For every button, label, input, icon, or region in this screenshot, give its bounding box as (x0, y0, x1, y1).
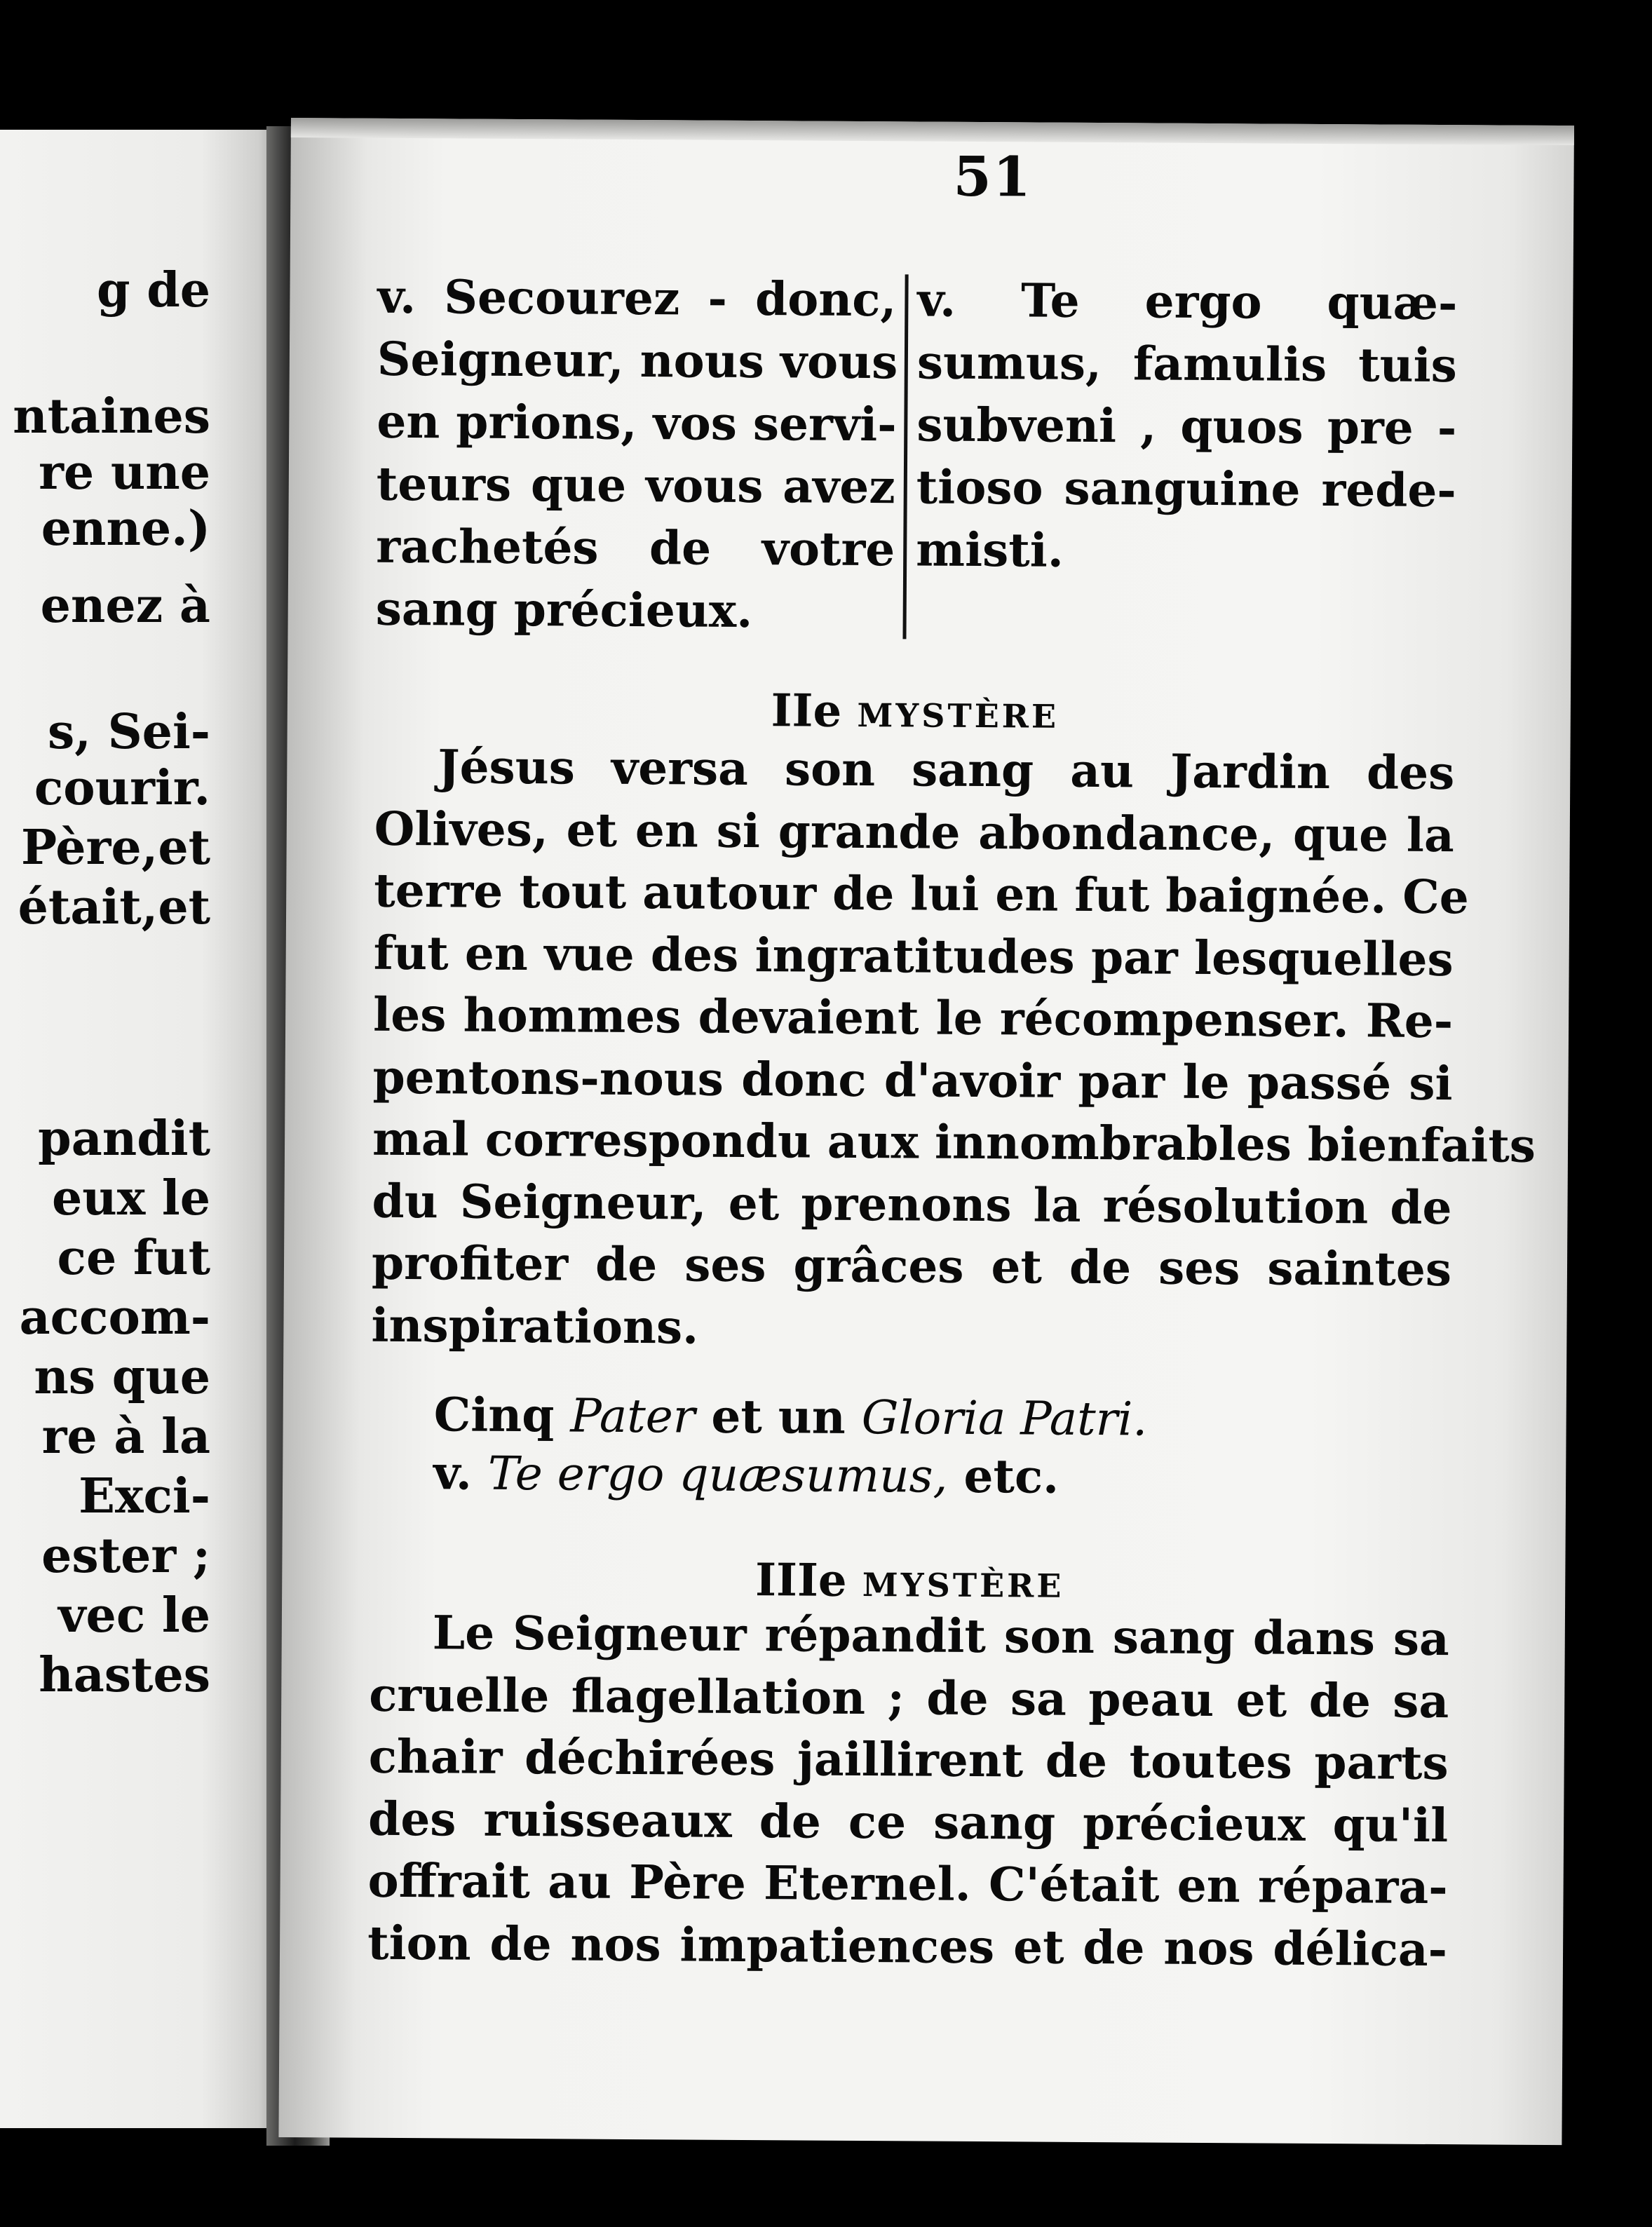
right-page (278, 118, 1574, 2145)
left-page-line: courir. (34, 760, 210, 816)
paragraph-line: Le Seigneur répandit son sang dans sa (432, 1605, 1450, 1667)
left-page-line: vec le (58, 1588, 210, 1644)
paragraph-line: les hommes devaient le récompenser. Re- (372, 987, 1454, 1049)
prayer-text: Cinq (433, 1387, 555, 1443)
left-page-line: ns que (34, 1349, 210, 1405)
prayer-text: et un (711, 1388, 846, 1444)
paragraph-line: pentons-nous donc d'avoir par le passé si (372, 1049, 1453, 1111)
versicle-french-line: teurs que vous avez (376, 456, 896, 515)
page-top-edge (291, 118, 1574, 145)
left-page-line: eux le (51, 1170, 210, 1226)
versicle-latin-line: subveni , quos pre - (916, 397, 1457, 456)
page-number: 51 (953, 144, 1033, 210)
left-page-line: hastes (39, 1647, 210, 1703)
mystery-3-heading (370, 1556, 1449, 1607)
column-divider (902, 274, 908, 639)
paragraph-line: tion de nos impatiences et de nos délica- (367, 1915, 1448, 1977)
left-page-line: ester ; (41, 1528, 210, 1584)
paragraph-line: chair déchirées jaillirent de toutes parts (368, 1728, 1449, 1791)
mystery-3-numeral: IIIe (754, 1554, 847, 1607)
paragraph-line: terre tout autour de lui en fut baignée. Ce (374, 862, 1470, 925)
versicle-latin-line: misti. (916, 522, 1064, 578)
left-page-line: enne.) (41, 501, 210, 557)
paragraph-line: offrait au Père Eternel. C'était en répara- (367, 1853, 1448, 1915)
left-page-line: accom- (19, 1290, 210, 1346)
prayer-italic-pater: Pater (570, 1388, 696, 1444)
mystery-2-label: MYSTÈRE (857, 696, 1059, 736)
prayer-italic-te-ergo: Te ergo quæsumus, (487, 1446, 948, 1503)
mystery-3-paragraph (367, 1602, 1449, 1980)
versicle-french (375, 266, 896, 644)
versicle-french-line: v. Secourez - donc, (377, 269, 897, 327)
versicle-french-line: sang précieux. (375, 581, 753, 639)
left-page-line: pandit (38, 1111, 210, 1167)
versicle-columns (375, 266, 1458, 679)
left-page-line: g de (96, 262, 210, 318)
prayer-instruction-1 (433, 1387, 1148, 1447)
scan-border (1585, 0, 1652, 2227)
paragraph-line: inspirations. (371, 1297, 699, 1355)
paragraph-line: mal correspondu aux innombrables bienfaits (372, 1111, 1536, 1173)
mystery-2-heading (375, 686, 1455, 738)
versicle-french-line: Seigneur, nous vous (377, 331, 898, 390)
versicle-latin-line: sumus, famulis tuis (916, 334, 1458, 393)
paragraph-line: Jésus versa son sang au Jardin des (438, 739, 1455, 801)
mystery-3-label: MYSTÈRE (862, 1566, 1064, 1605)
left-page-line: Exci- (79, 1468, 210, 1524)
left-page-line: re une (39, 445, 210, 501)
prayer-text: etc. (963, 1448, 1059, 1504)
versicle-latin (916, 269, 1458, 584)
paragraph-line: cruelle flagellation ; de sa peau et de sa (369, 1667, 1449, 1728)
paragraph-line: fut en vue des ingratitudes par lesquelles (373, 925, 1454, 987)
page-text-block (367, 144, 1536, 1977)
paragraph-line: du Seigneur, et prenons la résolution de (372, 1173, 1452, 1235)
left-page (0, 130, 287, 2128)
paragraph-line: profiter de ses grâces et de ses saintes (371, 1235, 1452, 1297)
mystery-2-paragraph (371, 736, 1536, 1362)
left-page-line: s, Sei- (47, 704, 210, 760)
left-page-line: enez à (40, 578, 210, 634)
prayer-text: v. (433, 1445, 473, 1501)
versicle-latin-line: v. Te ergo quæ- (917, 272, 1458, 331)
left-page-line: re à la (41, 1409, 210, 1465)
left-page-line: Père,et (20, 820, 210, 876)
left-page-line: ce fut (57, 1230, 210, 1286)
versicle-latin-line: tioso sanguine rede- (916, 459, 1457, 518)
prayer-instruction-2 (433, 1445, 1059, 1504)
prayer-italic-gloria: Gloria Patri. (861, 1390, 1148, 1447)
paragraph-line: Olives, et en si grande abondance, que la (374, 801, 1455, 862)
left-page-line: était,et (18, 879, 210, 935)
versicle-french-line: en prions, vos servi- (377, 393, 897, 452)
left-page-line: ntaines (13, 388, 210, 445)
versicle-french-line: rachetés de votre (376, 518, 895, 577)
mystery-2-numeral: IIe (771, 684, 842, 738)
paragraph-line: des ruisseaux de ce sang précieux qu'il (367, 1791, 1449, 1853)
